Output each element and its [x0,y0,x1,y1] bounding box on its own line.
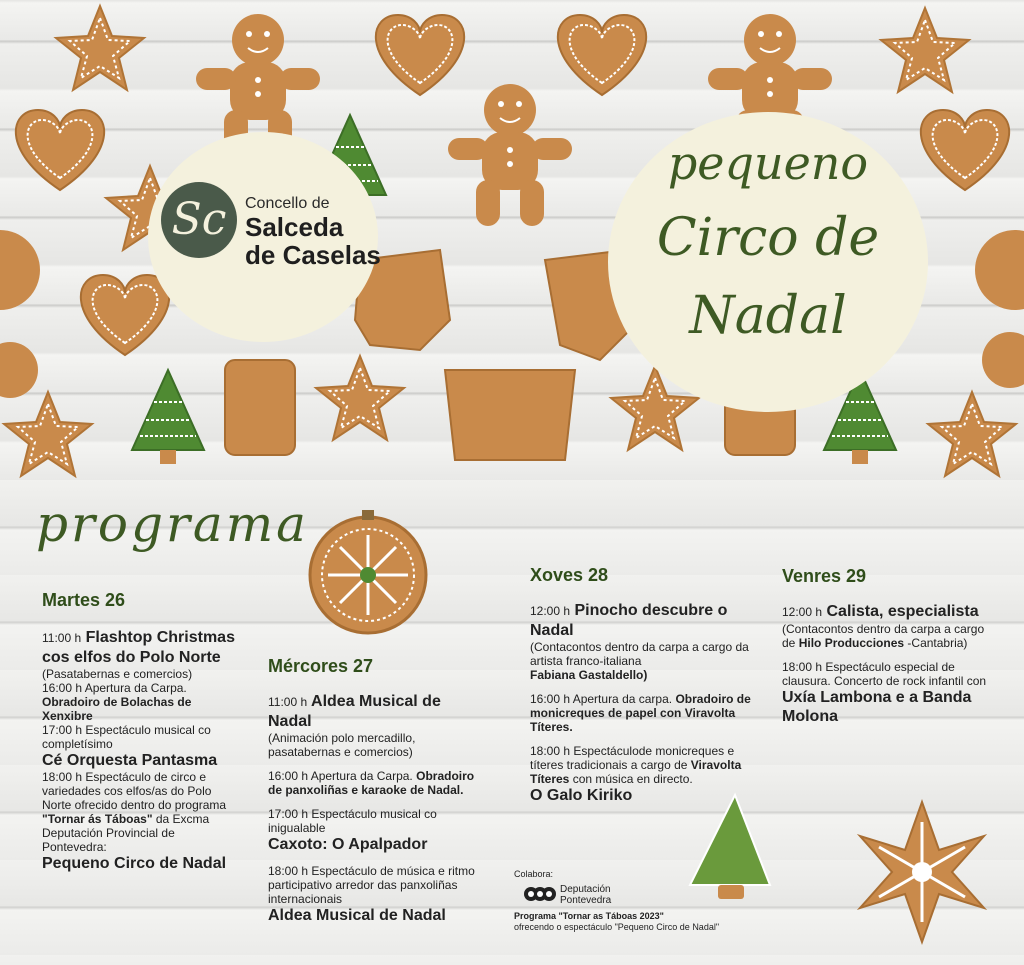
event-title: 11:00 h Aldea Musical de Nadal [268,693,441,730]
day-heading: Xoves 28 [530,565,609,585]
event-title-line3: Nadal [689,286,847,346]
sponsor-name-line1: Deputación [560,884,611,895]
event-line: 18:00 h Espectáculode monicreques e títeres tradicionais a cargo de Viravolta Títeres con música en directo. [530,744,742,786]
event-title: 12:00 h Calista, especialista [782,603,979,620]
sponsor-name [560,884,611,906]
event-line: 16:00 h Apertura da Carpa. [42,681,187,695]
deputacion-logo-icon [524,883,556,905]
event-note: (Contacontos dentro da carpa a cargo de Hilo Producciones -Cantabria) [782,622,985,650]
event-workshop: Obradoiro de Bolachas de Xenxibre [42,695,192,723]
sponsor-name-line2: Pontevedra [560,895,612,906]
event-line: 17:00 h Espectáculo musical co inigualable [268,807,437,835]
council-name [245,196,381,268]
event-line: 17:00 h Espectáculo musical co completísimo [42,723,211,751]
event-title-line1: pequeno [667,136,869,190]
event-line: 18:00 h Espectáculo de circo e variedades cos elfos/as do Polo Norte ofrecido dentro do programa "Tornar ás Táboas" da Excma Deputación Provincial de Pontevedra: [42,770,227,854]
council-name-line1: Concello de [245,195,330,212]
event-note: (Pasatabernas e comercios) [42,667,193,681]
event-artist: Fabiana Gastaldello) [530,668,648,682]
day-column-martes [42,590,242,873]
event-line: 16:00 h Apertura da Carpa. Obradoiro de panxoliñas e karaoke de Nadal. [268,769,475,797]
event-line: 16:00 h Apertura da carpa. Obradoiro de monicreques de papel con Viravolta Títeres. [530,692,751,734]
event-title [620,130,916,346]
program-heading: programa [36,495,309,553]
event-title: Cé Orquesta Pantasma [42,752,218,769]
event-title: 12:00 h Pinocho descubre o Nadal [530,602,728,639]
event-title: 11:00 h Flashtop Christmas cos elfos do Polo Norte [42,629,235,666]
event-title: O Galo Kiriko [530,787,633,804]
council-name-line2: Salceda [245,212,344,242]
day-heading: Martes 26 [42,590,126,610]
event-line: 18:00 h Espectáculo especial de clausura. Concerto de rock infantil con [782,660,987,688]
event-line: 18:00 h Espectáculo de música e ritmo participativo arredor das panxoliñas internacionais [268,864,475,906]
event-title-line2: Circo de [656,208,880,268]
day-column-venres [782,566,987,726]
event-title: Uxía Lambona e a Banda Molona [782,689,972,725]
sponsor-footnote [514,911,719,933]
council-logo-icon: Sc [161,182,237,258]
council-name-line3: de Caselas [245,240,381,270]
event-title: Caxoto: O Apalpador [268,836,428,853]
event-title: Aldea Musical de Nadal [268,907,446,924]
star-cookie-icon [860,802,984,942]
day-heading: Venres 29 [782,566,867,586]
day-column-mercores [268,656,478,925]
sponsor-label: Colabora: [514,869,554,879]
sponsor-footnote-line1: Programa "Tornar as Táboas 2023" [514,911,664,921]
ornament-cookie-icon [310,510,426,633]
sponsor-footnote-line2: ofrecendo o espectáculo "Pequeno Circo de Nadal" [514,922,720,932]
event-note: (Animación polo mercadillo, pasatabernas e comercios) [268,731,416,759]
event-note: (Contacontos dentro da carpa a cargo da artista franco-italiana [530,640,749,668]
hero-photo [0,0,1024,480]
day-heading: Mércores 27 [268,656,374,676]
tree-cookie-icon [690,795,770,899]
day-column-xoves [530,565,755,805]
event-title: Pequeno Circo de Nadal [42,855,227,872]
